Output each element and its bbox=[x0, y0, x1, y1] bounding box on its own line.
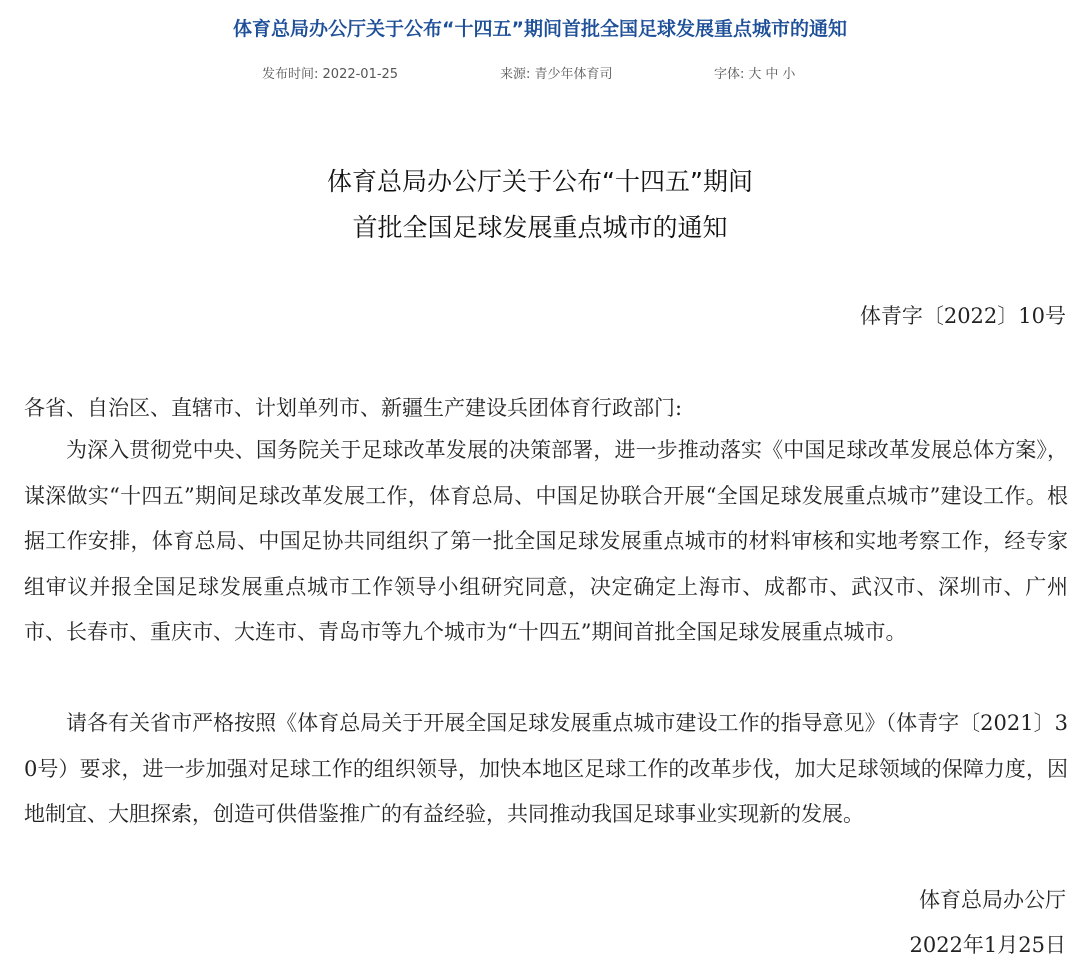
signature-date: 2022年1月25日 bbox=[909, 933, 1066, 957]
font-size-medium-button[interactable]: 中 bbox=[765, 67, 779, 82]
header-title: 体育总局办公厅关于公布“十四五”期间首批全国足球发展重点城市的通知 bbox=[233, 18, 847, 40]
font-size-large-button[interactable]: 大 bbox=[748, 67, 762, 82]
publish-date-value: 2022-01-25 bbox=[322, 67, 399, 82]
document-title-line-1: 体育总局办公厅关于公布“十四五”期间 bbox=[327, 167, 753, 196]
source-value: 青少年体育司 bbox=[534, 67, 613, 82]
document-title-line-2: 首批全国足球发展重点城市的通知 bbox=[352, 213, 728, 242]
font-size-selector bbox=[714, 64, 795, 86]
publish-date-label: 发布时间: bbox=[262, 67, 319, 82]
source-info bbox=[500, 64, 613, 86]
font-size-label: 字体: bbox=[714, 67, 745, 82]
signature-organization: 体育总局办公厅 bbox=[919, 888, 1066, 912]
body-paragraph: 为深入贯彻党中央、国务院关于足球改革发展的决策部署，进一步推动落实《中国足球改革发展总体方案》，谋深做实“十四五”期间足球改革发展工作，体育总局、中国足协联合开展“全国足球发展重点城市”建设工作。根据工作安排，体育总局、中国足协共同组织了第一批全国足球发展重点城市的材料审核和实地考察工作，经专家组审议并报全国足球发展重点城市工作领导小组研究同意，决定确定上海市、成都市、武汉市、深圳市、广州市、长春市、重庆市、大连市、青岛市等九个城市为“十四五”期间首批全国足球发展重点城市。 bbox=[24, 438, 1068, 644]
body-paragraph: 请各有关省市严格按照《体育总局关于开展全国足球发展重点城市建设工作的指导意见》（体青字〔2021〕30号）要求，进一步加强对足球工作的组织领导，加快本地区足球工作的改革步伐，加大足球领域的保障力度，因地制宜、大胆探索，创造可供借鉴推广的有益经验，共同推动我国足球事业实现新的发展。 bbox=[24, 711, 1068, 826]
salutation: 各省、自治区、直辖市、计划单列市、新疆生产建设兵团体育行政部门: bbox=[24, 396, 683, 420]
meta-row bbox=[0, 64, 1080, 86]
publish-date-info bbox=[262, 64, 398, 86]
document-number: 体青字〔2022〕10号 bbox=[859, 304, 1066, 328]
font-size-small-button[interactable]: 小 bbox=[782, 67, 796, 82]
source-label: 来源: bbox=[500, 67, 531, 82]
